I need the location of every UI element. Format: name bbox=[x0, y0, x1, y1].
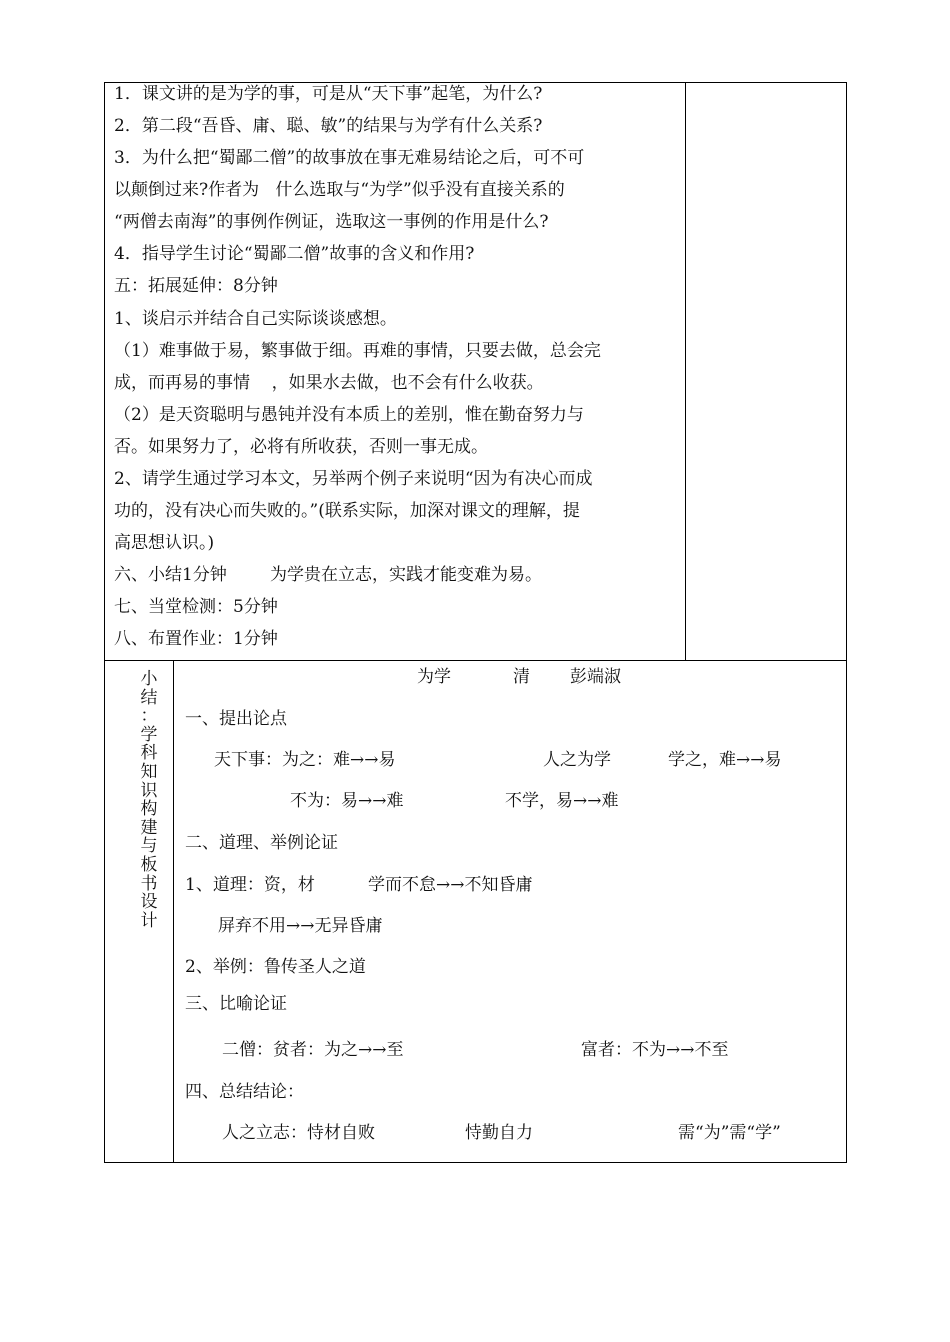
row1-a: 天下事：为之：难→→易 bbox=[214, 750, 396, 770]
side-label-char: 知 bbox=[140, 761, 158, 782]
item-1-point-2-line-2: 否。如果努力了，必将有所收获，否则一事无成。 bbox=[114, 437, 488, 457]
row4: 屏弃不用→→无异昏庸 bbox=[218, 916, 383, 936]
side-label bbox=[139, 670, 159, 930]
row1-b: 人之为学 bbox=[543, 750, 611, 770]
section-7-test: 七、当堂检测：5分钟 bbox=[114, 597, 278, 617]
section-4-heading: 四、总结结论： bbox=[185, 1082, 304, 1102]
item-2-line-3: 高思想认识。) bbox=[114, 533, 215, 553]
board-title: 为学 bbox=[417, 667, 451, 687]
side-label-char: 构 bbox=[140, 799, 158, 820]
lower-label-column-divider bbox=[173, 660, 174, 1163]
item-1-point-1-line-2: 成，而再易的事情 ，如果水去做，也不会有什么收获。 bbox=[114, 373, 544, 393]
item-1: 1、谈启示并结合自己实际谈谈感想。 bbox=[114, 309, 397, 329]
item-2-line-2: 功的，没有决心而失败的。”(联系实际，加深对课文的理解，提 bbox=[114, 501, 580, 521]
side-label-char: 学 bbox=[140, 724, 158, 745]
side-label-char: ： bbox=[140, 706, 158, 727]
question-3-line-2: 以颠倒过来?作者为 什么选取与“为学”似乎没有直接关系的 bbox=[114, 180, 565, 200]
row1-c: 学之，难→→易 bbox=[668, 750, 782, 770]
question-3-line-3: “两僧去南海”的事例作例证，选取这一事例的作用是什么? bbox=[114, 212, 549, 232]
row5: 2、举例：鲁传圣人之道 bbox=[185, 957, 366, 977]
side-label-char: 与 bbox=[140, 836, 158, 857]
row3-b: 学而不怠→→不知昏庸 bbox=[368, 875, 533, 895]
section-2-heading: 二、道理、举例论证 bbox=[185, 833, 338, 853]
board-dynasty: 清 bbox=[513, 667, 530, 687]
section-8-homework: 八、布置作业：1分钟 bbox=[114, 629, 278, 649]
question-1: 1．课文讲的是为学的事，可是从“天下事”起笔，为什么? bbox=[114, 84, 543, 104]
board-author: 彭端淑 bbox=[570, 667, 621, 687]
side-label-char: 结 bbox=[140, 687, 158, 708]
row7-c: 需“为”需“学” bbox=[678, 1123, 781, 1143]
side-label-char: 书 bbox=[140, 873, 158, 894]
row2-b: 不学，易→→难 bbox=[505, 791, 619, 811]
item-1-point-1-line-1: （1）难事做于易，繁事做于细。再难的事情，只要去做，总会完 bbox=[114, 341, 601, 361]
side-label-char: 科 bbox=[140, 743, 158, 764]
section-1-heading: 一、提出论点 bbox=[185, 709, 287, 729]
side-label-char: 小 bbox=[140, 669, 158, 689]
section-6-summary: 六、小结1分钟 为学贵在立志，实践才能变难为易。 bbox=[114, 565, 543, 585]
row6-a: 二僧：贫者：为之→→至 bbox=[222, 1040, 404, 1060]
row2-a: 不为：易→→难 bbox=[290, 791, 404, 811]
row7-b: 恃勤自力 bbox=[465, 1123, 533, 1143]
question-2: 2．第二段“吾昏、庸、聪、敏”的结果与为学有什么关系? bbox=[114, 116, 543, 136]
row7-a: 人之立志：恃材自败 bbox=[222, 1123, 375, 1143]
side-label-char: 设 bbox=[140, 892, 158, 913]
item-1-point-2-line-1: （2）是天资聪明与愚钝并没有本质上的差别，惟在勤奋努力与 bbox=[114, 405, 584, 425]
question-3-line-1: 3．为什么把“蜀鄙二僧”的故事放在事无难易结论之后，可不可 bbox=[114, 148, 585, 168]
section-5-heading: 五：拓展延伸：8分钟 bbox=[114, 276, 278, 296]
item-2-line-1: 2、请学生通过学习本文，另举两个例子来说明“因为有决心而成 bbox=[114, 469, 593, 489]
side-label-char: 识 bbox=[140, 780, 158, 801]
side-label-char: 计 bbox=[140, 910, 158, 931]
row3-a: 1、道理：资，材 bbox=[185, 875, 315, 895]
side-label-char: 板 bbox=[140, 854, 158, 875]
row-divider bbox=[104, 660, 847, 661]
row6-b: 富者：不为→→不至 bbox=[581, 1040, 729, 1060]
upper-right-column-divider bbox=[685, 82, 686, 661]
section-3-heading: 三、比喻论证 bbox=[185, 994, 287, 1014]
side-label-char: 建 bbox=[140, 817, 158, 838]
question-4: 4．指导学生讨论“蜀鄙二僧”故事的含义和作用? bbox=[114, 244, 475, 264]
